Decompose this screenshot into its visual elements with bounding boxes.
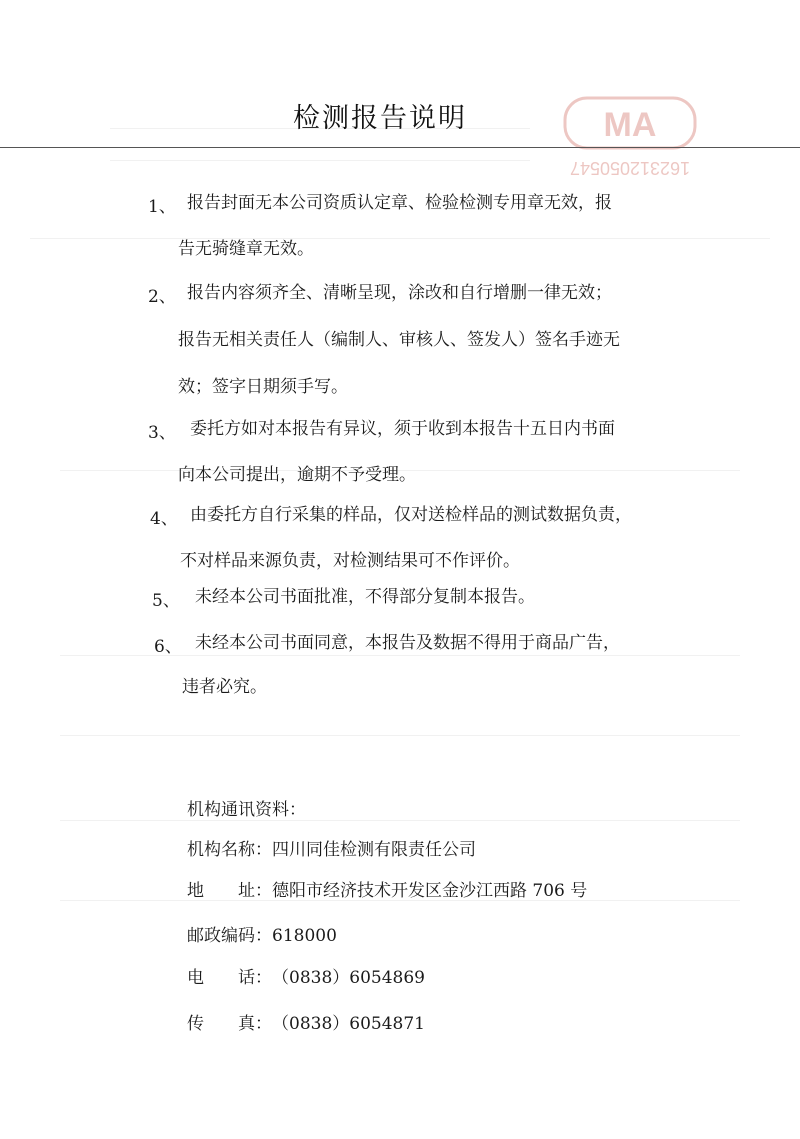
title-divider: [0, 147, 800, 148]
clause-text-line: 效；签字日期须手写。: [178, 377, 348, 397]
contact-label: 机构名称：: [187, 840, 272, 860]
clause-number: 5、: [152, 591, 180, 611]
contact-heading: 机构通讯资料：: [187, 800, 306, 820]
clause-text-line: 由委托方自行采集的样品，仅对送检样品的测试数据负责，: [190, 505, 632, 525]
contact-row-address: [187, 876, 587, 901]
clause-number: 4、: [150, 509, 178, 529]
contact-label: 邮政编码：: [187, 926, 272, 946]
seal-mark: MA: [603, 106, 657, 144]
contact-row-postcode: [187, 921, 337, 946]
clause-text-line: 未经本公司书面同意，本报告及数据不得用于商品广告，: [195, 633, 620, 653]
clause-text-line: 报告内容须齐全、清晰呈现，涂改和自行增删一律无效；: [187, 283, 612, 303]
contact-value: 618000: [272, 926, 337, 946]
show-through-line: [60, 735, 740, 736]
clause-text-line: 违者必究。: [182, 677, 267, 697]
page-title: 检测报告说明: [293, 103, 467, 134]
contact-label: 地 址：: [187, 881, 272, 901]
clause-number: 2、: [148, 287, 176, 307]
clause-text-line: 报告无相关责任人（编制人、审核人、签发人）签名手迹无: [178, 330, 620, 350]
clause-number: 3、: [148, 423, 176, 443]
clause-number: 1、: [148, 197, 176, 217]
clause-text-line: 未经本公司书面批准，不得部分复制本报告。: [195, 587, 535, 607]
show-through-line: [110, 160, 530, 161]
contact-label: 电 话：: [187, 968, 272, 988]
contact-row-name: [187, 835, 476, 860]
seal-number: 162312050547: [569, 158, 691, 178]
clause-text-line: 向本公司提出，逾期不予受理。: [178, 465, 416, 485]
contact-row-fax: [187, 1009, 425, 1034]
contact-label: 传 真：: [187, 1014, 272, 1034]
contact-value: 德阳市经济技术开发区金沙江西路 706 号: [272, 881, 588, 901]
contact-row-phone: [187, 963, 425, 988]
contact-value: （0838）6054869: [272, 968, 425, 988]
clause-number: 6、: [154, 637, 182, 657]
show-through-line: [30, 238, 770, 239]
clause-text-line: 不对样品来源负责，对检测结果可不作评价。: [180, 551, 520, 571]
show-through-line: [60, 820, 740, 821]
clause-text-line: 告无骑缝章无效。: [178, 239, 314, 259]
clause-text-line: 委托方如对本报告有异议，须于收到本报告十五日内书面: [190, 419, 615, 439]
contact-value: 四川同佳检测有限责任公司: [272, 840, 476, 860]
contact-value: （0838）6054871: [272, 1014, 425, 1034]
clause-text-line: 报告封面无本公司资质认定章、检验检测专用章无效，报: [187, 193, 612, 213]
